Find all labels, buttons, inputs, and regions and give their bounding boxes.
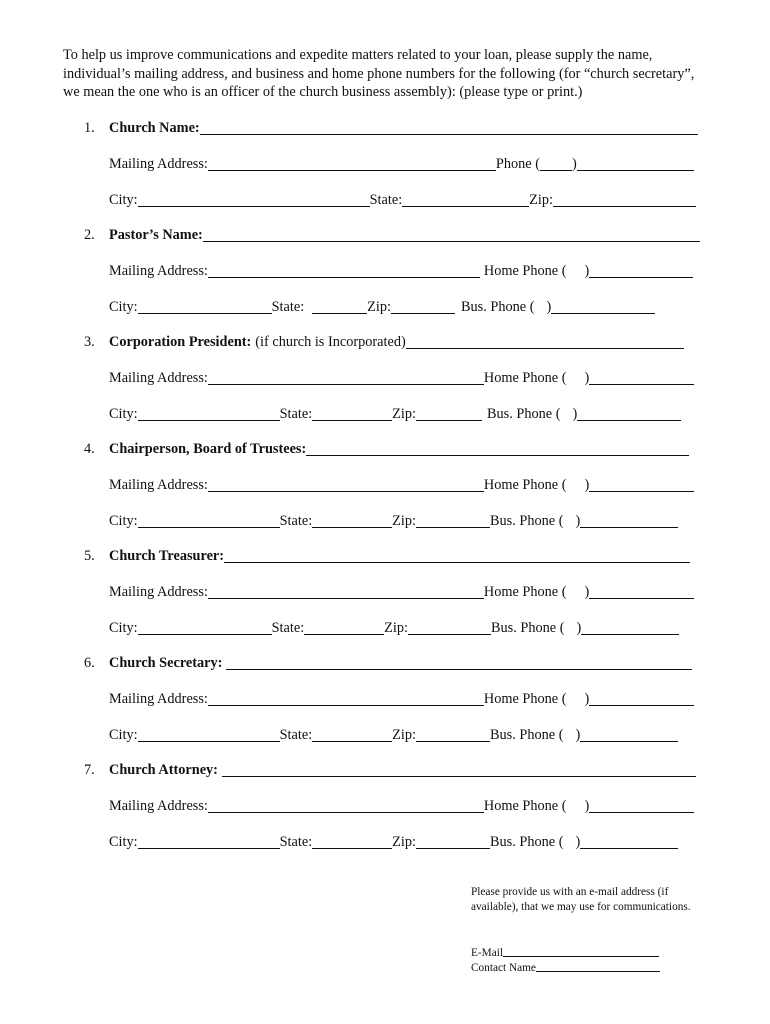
bus-phone-label: Bus. Phone ( (487, 406, 561, 422)
contact-name-label: Contact Name (471, 962, 536, 974)
state-label: State: (279, 406, 313, 422)
home-phone-field[interactable] (589, 797, 694, 813)
zip-label: Zip: (529, 192, 553, 208)
mailing-address-label: Mailing Address: (109, 370, 208, 386)
church-name-label: Church Name: (109, 120, 200, 136)
zip-field[interactable] (416, 405, 482, 421)
attorney-name-row (109, 759, 696, 779)
bus-phone-field[interactable] (580, 833, 678, 849)
zip-label: Zip: (392, 406, 416, 422)
state-field[interactable] (312, 405, 392, 421)
email-row (471, 944, 659, 959)
mailing-address-label: Mailing Address: (109, 798, 208, 814)
president-name-field[interactable] (406, 333, 684, 349)
section-number: 5. (84, 548, 95, 564)
state-field[interactable] (402, 191, 529, 207)
chairperson-address-row (109, 474, 694, 494)
phone-field[interactable] (577, 155, 694, 171)
zip-label: Zip: (392, 513, 416, 529)
section-number: 2. (84, 227, 95, 243)
city-label: City: (109, 620, 138, 636)
section-number: 4. (84, 441, 95, 457)
bus-phone-field[interactable] (581, 619, 679, 635)
state-label: State: (279, 513, 313, 529)
secretary-name-label: Church Secretary: (109, 655, 223, 671)
close-paren: ) (584, 584, 590, 600)
bus-phone-field[interactable] (577, 405, 681, 421)
mailing-address-field[interactable] (208, 583, 484, 599)
bus-phone-label: Bus. Phone ( (491, 620, 565, 636)
city-label: City: (109, 834, 138, 850)
city-field[interactable] (138, 405, 280, 421)
close-paren: ) (546, 299, 552, 315)
close-paren: ) (575, 727, 581, 743)
close-paren: ) (584, 477, 590, 493)
close-paren: ) (584, 263, 590, 279)
home-phone-label: Home Phone ( (483, 263, 567, 279)
state-field[interactable] (312, 833, 392, 849)
treasurer-address-row (109, 581, 694, 601)
zip-label: Zip: (367, 299, 391, 315)
mailing-address-field[interactable] (208, 476, 484, 492)
state-field[interactable] (312, 298, 367, 314)
area-code-field[interactable] (540, 155, 572, 171)
mailing-address-label: Mailing Address: (109, 691, 208, 707)
email-label: E-Mail (471, 947, 503, 959)
zip-field[interactable] (416, 512, 490, 528)
bus-phone-field[interactable] (580, 512, 678, 528)
close-paren: ) (576, 620, 582, 636)
city-label: City: (109, 192, 138, 208)
president-name-row (109, 331, 684, 351)
secretary-name-field[interactable] (226, 654, 692, 670)
city-label: City: (109, 299, 138, 315)
city-field[interactable] (138, 191, 370, 207)
home-phone-label: Home Phone ( (483, 370, 567, 386)
home-phone-label: Home Phone ( (483, 798, 567, 814)
contact-name-row (471, 959, 660, 974)
zip-field[interactable] (391, 298, 455, 314)
home-phone-field[interactable] (589, 369, 694, 385)
attorney-name-field[interactable] (222, 761, 696, 777)
zip-field[interactable] (553, 191, 696, 207)
mailing-address-field[interactable] (208, 155, 496, 171)
home-phone-field[interactable] (589, 583, 694, 599)
president-city-row (109, 403, 681, 423)
mailing-address-label: Mailing Address: (109, 584, 208, 600)
city-label: City: (109, 513, 138, 529)
bus-phone-label: Bus. Phone ( (490, 727, 564, 743)
mailing-address-field[interactable] (208, 369, 484, 385)
section-number: 3. (84, 334, 95, 350)
phone-label: Phone ( (495, 156, 540, 172)
secretary-name-row (109, 652, 692, 672)
pastor-name-field[interactable] (203, 226, 700, 242)
bus-phone-field[interactable] (551, 298, 655, 314)
treasurer-name-field[interactable] (224, 547, 690, 563)
close-paren: ) (584, 798, 590, 814)
state-label: State: (271, 620, 305, 636)
home-phone-label: Home Phone ( (483, 584, 567, 600)
home-phone-field[interactable] (589, 476, 694, 492)
state-label: State: (271, 299, 305, 315)
city-field[interactable] (138, 726, 280, 742)
bus-phone-label: Bus. Phone ( (490, 513, 564, 529)
treasurer-name-label: Church Treasurer: (109, 548, 225, 564)
close-paren: ) (575, 513, 581, 529)
bus-phone-label: Bus. Phone ( (490, 834, 564, 850)
mailing-address-label: Mailing Address: (109, 263, 208, 279)
zip-field[interactable] (416, 833, 490, 849)
home-phone-field[interactable] (589, 262, 693, 278)
city-field[interactable] (138, 512, 280, 528)
phone-close-paren: ) (571, 156, 577, 172)
mailing-address-label: Mailing Address: (109, 156, 208, 172)
attorney-city-row (109, 831, 678, 851)
secretary-city-row (109, 724, 678, 744)
state-field[interactable] (312, 726, 392, 742)
zip-field[interactable] (416, 726, 490, 742)
state-label: State: (279, 727, 313, 743)
bus-phone-label: Bus. Phone ( (461, 299, 535, 315)
president-address-row (109, 367, 694, 387)
email-field[interactable] (503, 945, 659, 957)
zip-label: Zip: (384, 620, 408, 636)
chairperson-city-row (109, 510, 678, 530)
intro-paragraph: To help us improve communications and expedite matters related to your loan, please supply the name, individual’s mailing address, and business and home phone numbers for the following (for “church secretary”, we mean the one who is an officer of the church business assembly): (please type or print.) (63, 47, 695, 100)
close-paren: ) (575, 834, 581, 850)
president-note: (if church is Incorporated) (255, 334, 406, 350)
treasurer-name-row (109, 545, 690, 565)
close-paren: ) (584, 691, 590, 707)
state-label: State: (279, 834, 313, 850)
close-paren: ) (584, 370, 590, 386)
church-name-field[interactable] (200, 119, 698, 135)
close-paren: ) (572, 406, 578, 422)
church-address-row (109, 153, 694, 173)
city-field[interactable] (138, 298, 272, 314)
contact-name-field[interactable] (536, 960, 660, 972)
pastor-address-row (109, 260, 693, 280)
church-city-row (109, 189, 696, 209)
mailing-address-field[interactable] (208, 797, 484, 813)
church-name-row (109, 117, 698, 137)
pastor-city-row (109, 296, 655, 316)
section-number: 6. (84, 655, 95, 671)
city-field[interactable] (138, 619, 272, 635)
pastor-name-label: Pastor’s Name: (109, 227, 203, 243)
mailing-address-label: Mailing Address: (109, 477, 208, 493)
section-number: 1. (84, 120, 95, 136)
zip-label: Zip: (392, 727, 416, 743)
home-phone-label: Home Phone ( (483, 691, 567, 707)
bus-phone-field[interactable] (580, 726, 678, 742)
secretary-address-row (109, 688, 694, 708)
city-label: City: (109, 727, 138, 743)
chairperson-name-field[interactable] (306, 440, 689, 456)
attorney-name-label: Church Attorney: (109, 762, 218, 778)
city-field[interactable] (138, 833, 280, 849)
section-number: 7. (84, 762, 95, 778)
pastor-name-row (109, 224, 700, 244)
home-phone-field[interactable] (589, 690, 694, 706)
state-field[interactable] (304, 619, 384, 635)
mailing-address-field[interactable] (208, 690, 484, 706)
home-phone-label: Home Phone ( (483, 477, 567, 493)
city-label: City: (109, 406, 138, 422)
chairperson-name-label: Chairperson, Board of Trustees: (109, 441, 307, 457)
attorney-address-row (109, 795, 694, 815)
state-field[interactable] (312, 512, 392, 528)
mailing-address-field[interactable] (208, 262, 480, 278)
zip-field[interactable] (408, 619, 491, 635)
president-name-label: Corporation President: (109, 334, 252, 350)
zip-label: Zip: (392, 834, 416, 850)
chairperson-name-row (109, 438, 689, 458)
treasurer-city-row (109, 617, 679, 637)
state-label: State: (369, 192, 403, 208)
email-note: Please provide us with an e-mail address (if available), that we may use for communications. (471, 886, 691, 913)
